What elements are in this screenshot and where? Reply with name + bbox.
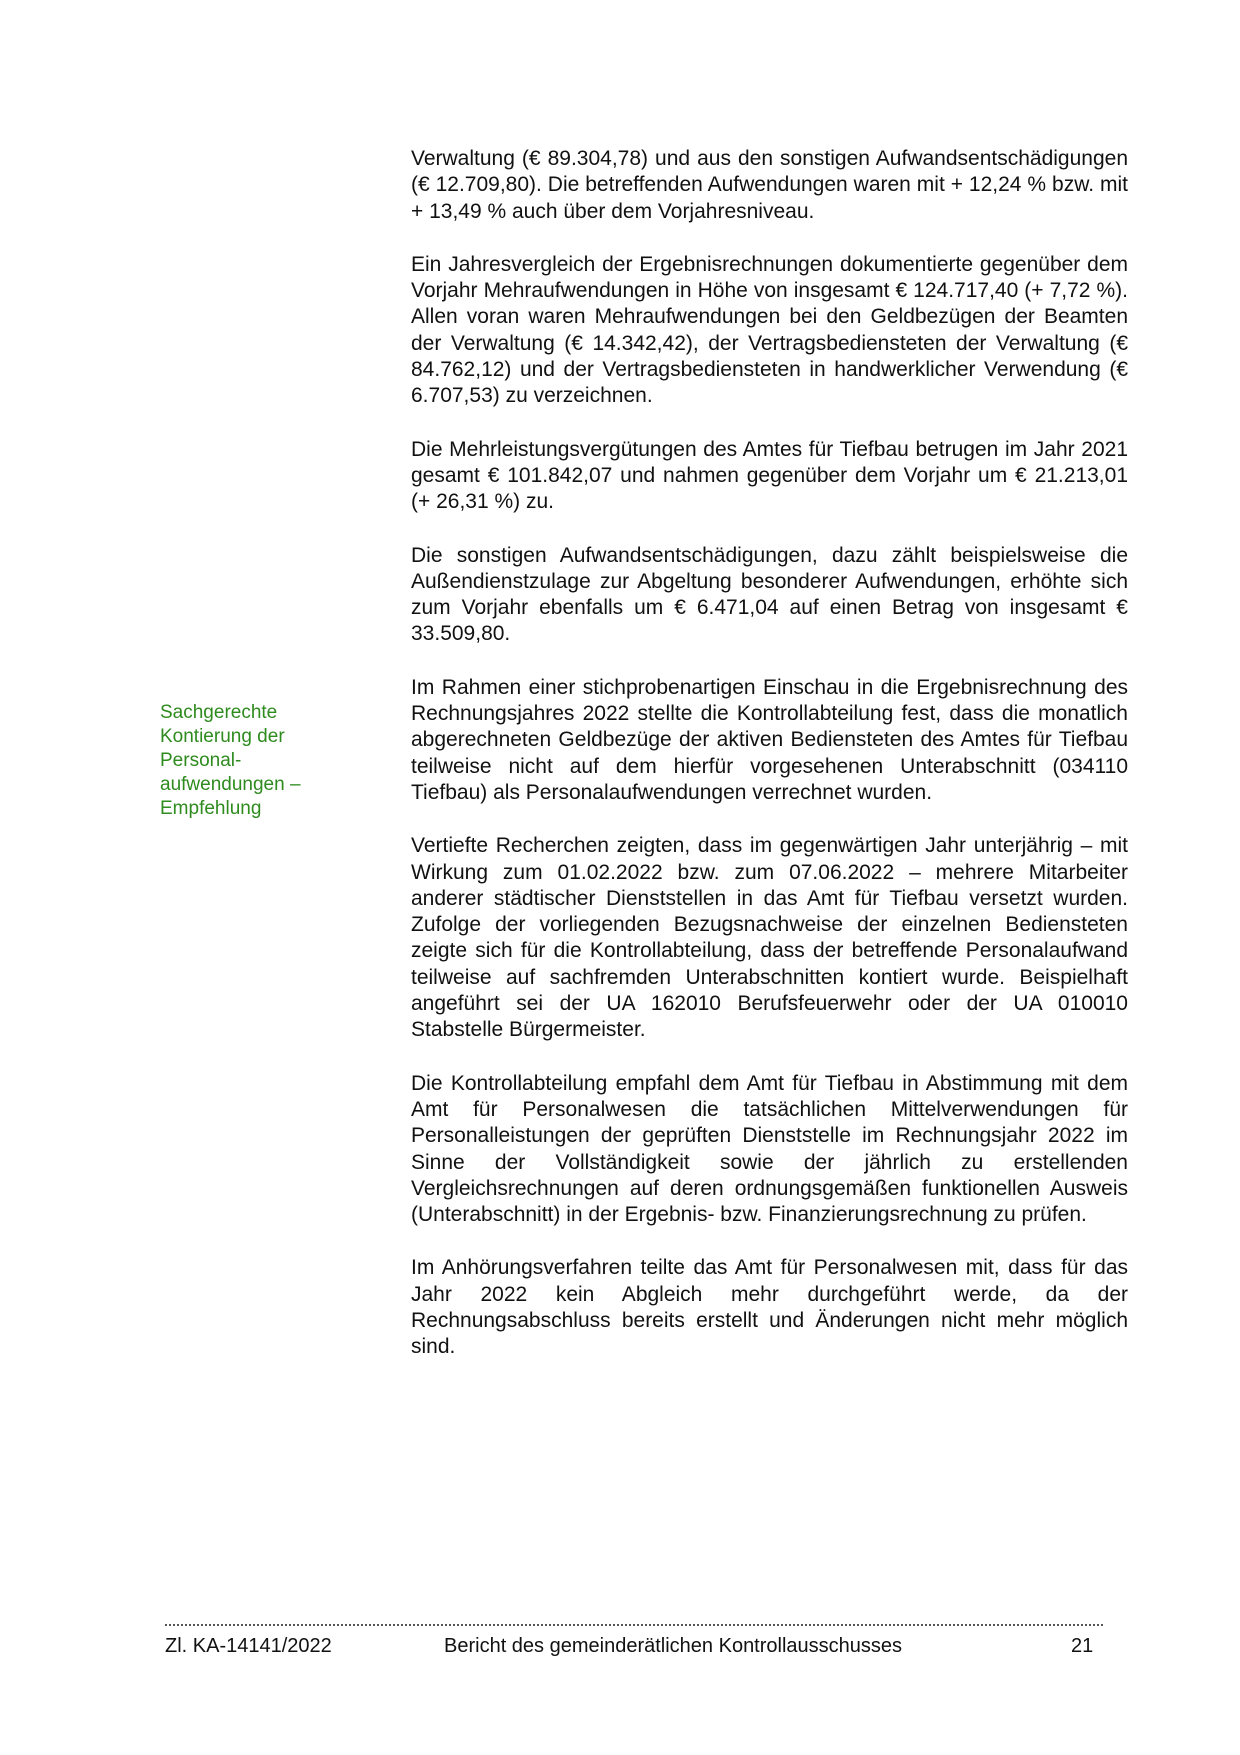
footer-title: Bericht des gemeinderätlichen Kontrollausschusses [444,1635,903,1657]
margin-note-line: aufwendungen – [160,774,301,795]
body-text [411,146,1128,1388]
paragraph: Die Mehrleistungsvergütungen des Amtes für Tiefbau betrugen im Jahr 2021 gesamt € 101.842,07 und nahmen gegenüber dem Vorjahr um € 21.213,01 (+ 26,31 %) zu. [411,437,1128,514]
margin-note [160,701,345,821]
footer-reference: Zl. KA-14141/2022 [165,1635,332,1657]
paragraph: Vertiefte Recherchen zeigten, dass im gegenwärtigen Jahr unterjährig – mit Wirkung zum 01.02.2022 bzw. zum 07.06.2022 – mehrere Mitarbeiter anderer städtischer Dienststellen in das Amt für Tiefbau versetzt wurden. Zufolge der vorliegenden Bezugsnachweise der einzelnen Bediensteten zeigte sich für die Kontrollabteilung, dass der betreffende Personalaufwand teilweise auf sachfremden Unterabschnitten kontiert wurde. Beispielhaft angeführt sei der UA 162010 Berufsfeuerwehr oder der UA 010010 Stabstelle Bürgermeister. [411,834,1128,1042]
margin-note-line: Kontierung der [160,726,285,747]
margin-note-line: Empfehlung [160,798,262,819]
paragraph: Im Rahmen einer stichprobenartigen Einschau in die Ergebnisrechnung des Rechnungsjahres 2022 stellte die Kontrollabteilung fest, dass die monatlich abgerechneten Geldbezüge der aktiven Bediensteten des Amtes für Tiefbau teilweise nicht auf dem hierfür vorgesehenen Unterabschnitt (034110 Tiefbau) als Personalaufwendungen verrechnet wurden. [411,675,1128,804]
footer-divider [165,1624,1103,1626]
margin-note-line: Personal- [160,750,242,771]
paragraph: Die Kontrollabteilung empfahl dem Amt für Tiefbau in Abstimmung mit dem Amt für Personalwesen die tatsächlichen Mittelverwendungen für Personalleistungen der geprüften Dienststelle im Rechnungsjahr 2022 im Sinne der Vollständigkeit sowie der jährlich zu erstellenden Vergleichsrechnungen auf deren ordnungsgemäßen funktionellen Ausweis (Unterabschnitt) in der Ergebnis- bzw. Finanzierungsrechnung zu prüfen. [411,1071,1128,1227]
paragraph: Die sonstigen Aufwandsentschädigungen, dazu zählt beispielsweise die Außendienstzulage zur Abgeltung besonderer Aufwendungen, erhöhte sich zum Vorjahr ebenfalls um € 6.471,04 auf einen Betrag von insgesamt € 33.509,80. [411,543,1128,646]
paragraph: Verwaltung (€ 89.304,78) und aus den sonstigen Aufwandsentschädigungen (€ 12.709,80). Die betreffenden Aufwendungen waren mit + 12,24 % bzw. mit + 13,49 % auch über dem Vorjahresniveau. [411,147,1128,223]
margin-note-line: Sachgerechte [160,702,278,723]
page-number: 21 [1071,1635,1094,1657]
paragraph: Im Anhörungsverfahren teilte das Amt für Personalwesen mit, dass für das Jahr 2022 kein Abgleich mehr durchgeführt werde, da der Rechnungsabschluss bereits erstellt und Änderungen nicht mehr möglich sind. [411,1256,1128,1359]
paragraph: Ein Jahresvergleich der Ergebnisrechnungen dokumentierte gegenüber dem Vorjahr Mehraufwendungen in Höhe von insgesamt € 124.717,40 (+ 7,72 %). Allen voran waren Mehraufwendungen bei den Geldbezügen der Beamten der Verwaltung (€ 14.342,42), der Vertragsbediensteten der Verwaltung (€ 84.762,12) und der Vertragsbediensteten in handwerklicher Verwendung (€ 6.707,53) zu verzeichnen. [411,252,1128,408]
